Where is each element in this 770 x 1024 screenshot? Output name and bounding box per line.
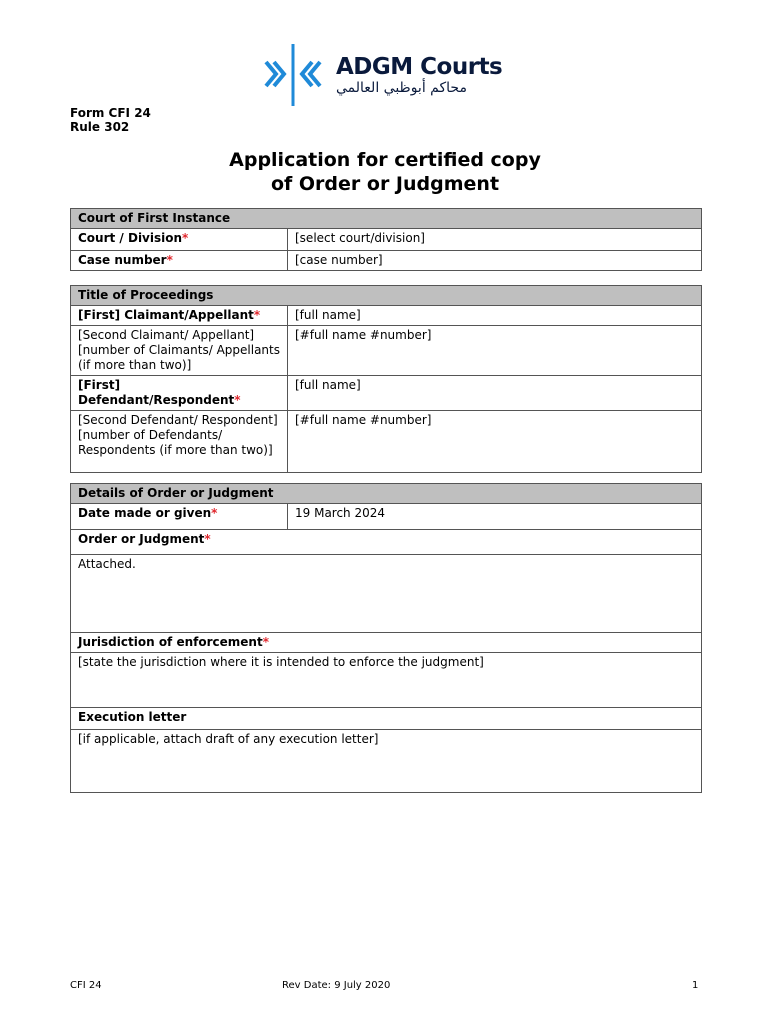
claimant-label: [First] Claimant/Appellant*	[71, 306, 288, 326]
form-code: Form CFI 24	[70, 106, 151, 120]
defendant-label: [First] Defendant/Respondent*	[71, 376, 288, 411]
page-title	[70, 148, 700, 196]
date-label: Date made or given*	[71, 504, 288, 530]
defendant-field[interactable]: [full name]	[288, 376, 702, 411]
title-line-2: of Order or Judgment	[270, 173, 500, 195]
footer-rev-date: Rev Date: 9 July 2020	[282, 980, 391, 991]
footer-code: CFI 24	[70, 980, 102, 991]
second-defendant-field[interactable]: [#full name #number]	[288, 411, 702, 473]
date-field[interactable]: 19 March 2024	[288, 504, 702, 530]
adgm-courts-logo	[262, 40, 512, 110]
logo-name-en: ADGM Courts	[336, 54, 503, 80]
logo-name-ar: محاكم أبوظبي العالمي	[336, 80, 467, 96]
order-label: Order or Judgment*	[71, 530, 702, 555]
court-table	[70, 208, 702, 271]
required-asterisk: *	[204, 532, 211, 546]
adgm-chevrons-icon	[262, 40, 328, 110]
required-asterisk: *	[166, 253, 173, 267]
required-asterisk: *	[253, 308, 261, 322]
second-claimant-field[interactable]: [#full name #number]	[288, 326, 702, 376]
order-field[interactable]: Attached.	[71, 555, 702, 633]
execution-field[interactable]: [if applicable, attach draft of any execution letter]	[71, 730, 702, 793]
case-number-field[interactable]: [case number]	[288, 251, 702, 271]
order-table	[70, 483, 702, 793]
footer-page-number: 1	[692, 980, 699, 991]
form-meta	[70, 106, 151, 134]
required-asterisk: *	[182, 231, 189, 245]
title-line-1: Application for certified copy	[229, 149, 541, 171]
proceedings-table	[70, 285, 702, 473]
second-claimant-label: [Second Claimant/ Appellant] [number of Claimants/ Appellants (if more than two)]	[71, 326, 288, 376]
execution-label: Execution letter	[71, 708, 702, 730]
required-asterisk: *	[234, 393, 241, 407]
jurisdiction-label: Jurisdiction of enforcement*	[71, 633, 702, 653]
second-defendant-label: [Second Defendant/ Respondent] [number of Defendants/ Respondents (if more than two)]	[71, 411, 288, 473]
division-field[interactable]: [select court/division]	[288, 229, 702, 251]
order-header: Details of Order or Judgment	[71, 484, 702, 504]
proceedings-header: Title of Proceedings	[71, 286, 702, 306]
required-asterisk: *	[211, 506, 218, 520]
required-asterisk: *	[262, 635, 269, 649]
form-rule: Rule 302	[70, 120, 130, 134]
claimant-field[interactable]: [full name]	[288, 306, 702, 326]
court-header: Court of First Instance	[71, 209, 702, 229]
jurisdiction-field[interactable]: [state the jurisdiction where it is intended to enforce the judgment]	[71, 653, 702, 708]
division-label: Court / Division*	[71, 229, 288, 251]
case-number-label: Case number*	[71, 251, 288, 271]
